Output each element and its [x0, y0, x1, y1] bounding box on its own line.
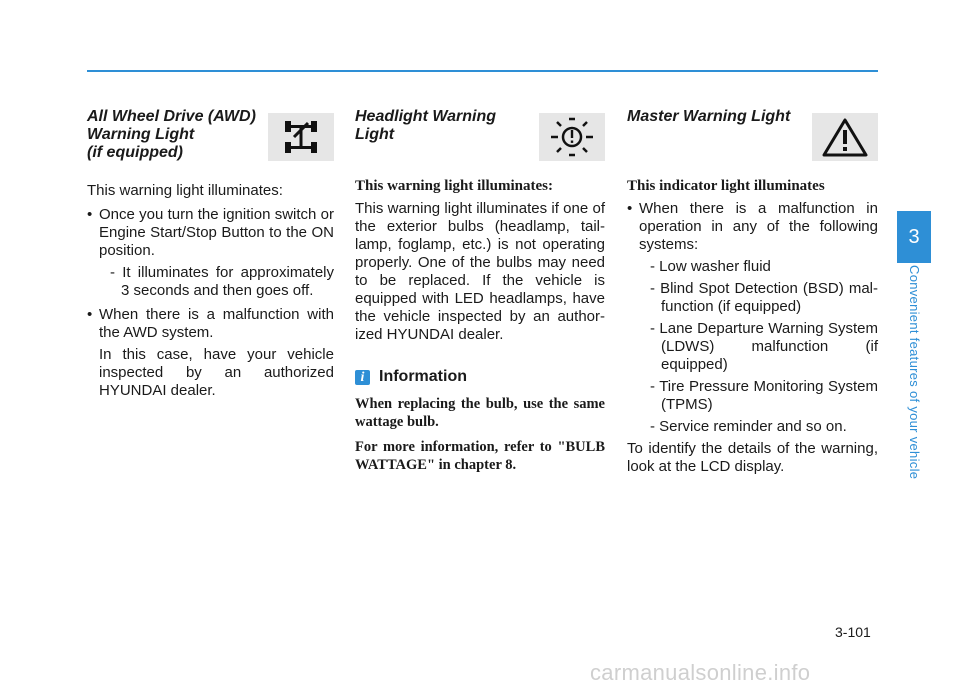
list-item: - Tire Pressure Monitoring System (TPMS) [650, 378, 878, 413]
awd-title: All Wheel Drive (AWD) Warning Light (if equipped) [87, 108, 256, 161]
headlight-warning-icon [539, 113, 605, 161]
watermark: carmanualsonline.info [590, 660, 811, 685]
list-item: - Low washer fluid [650, 258, 771, 275]
headlight-header [355, 108, 605, 164]
top-rule [87, 70, 878, 72]
information-header [355, 368, 605, 386]
info-icon: i [355, 370, 370, 385]
master-warning-header [627, 108, 878, 164]
page-number: 3-101 [835, 624, 871, 640]
chapter-tab: 3 [897, 211, 931, 263]
headlight-body: This warning light illuminates if one of the exterior bulbs (headlamp, tail-lamp, foglamp, etc.) is not operating properly. One of the bulbs may need to be replaced. If the vehicle is equipped with LED headlamps, have the vehicle inspected by an author-ized HYUNDAI dealer. [355, 200, 605, 343]
headlight-subheading: This warning light illuminates: [355, 178, 553, 194]
master-warning-title: Master Warning Light [627, 108, 791, 125]
master-warning-bullet: • When there is a malfunction in operation in any of the following systems: [627, 200, 878, 254]
awd-bullet-1: • Once you turn the ignition switch or Engine Start/Stop Button to the ON position. [87, 206, 334, 260]
awd-intro: This warning light illuminates: [87, 182, 283, 199]
headlight-section [355, 108, 605, 474]
awd-bullet-2: • When there is a malfunction with the AWD system. [87, 306, 334, 342]
master-warning-section [627, 108, 878, 476]
list-item: - Blind Spot Detection (BSD) mal-function (if equipped) [650, 280, 878, 315]
awd-header [87, 108, 334, 164]
information-title: Information [379, 368, 467, 385]
information-text-2: For more information, refer to "BULB WATTAGE" in chapter 8. [355, 439, 605, 473]
master-warning-subheading: This indicator light illuminates [627, 178, 825, 194]
master-warning-closing: To identify the details of the warning, look at the LCD display. [627, 440, 878, 475]
master-warning-icon [812, 113, 878, 161]
awd-icon [268, 113, 334, 161]
headlight-title: Headlight Warning Light [355, 108, 497, 143]
list-item: - Lane Departure Warning System (LDWS) malfunction (if equipped) [650, 320, 878, 373]
awd-note: In this case, have your vehicle inspected by an authorized HYUNDAI dealer. [99, 346, 334, 399]
list-item: - Service reminder and so on. [650, 418, 847, 435]
awd-section [87, 108, 334, 400]
chapter-title: Convenient features of your vehicle [907, 265, 922, 480]
information-text-1: When replacing the bulb, use the same wattage bulb. [355, 396, 605, 430]
awd-dash-1: - It illuminates for approximately 3 seconds and then goes off. [110, 264, 334, 299]
